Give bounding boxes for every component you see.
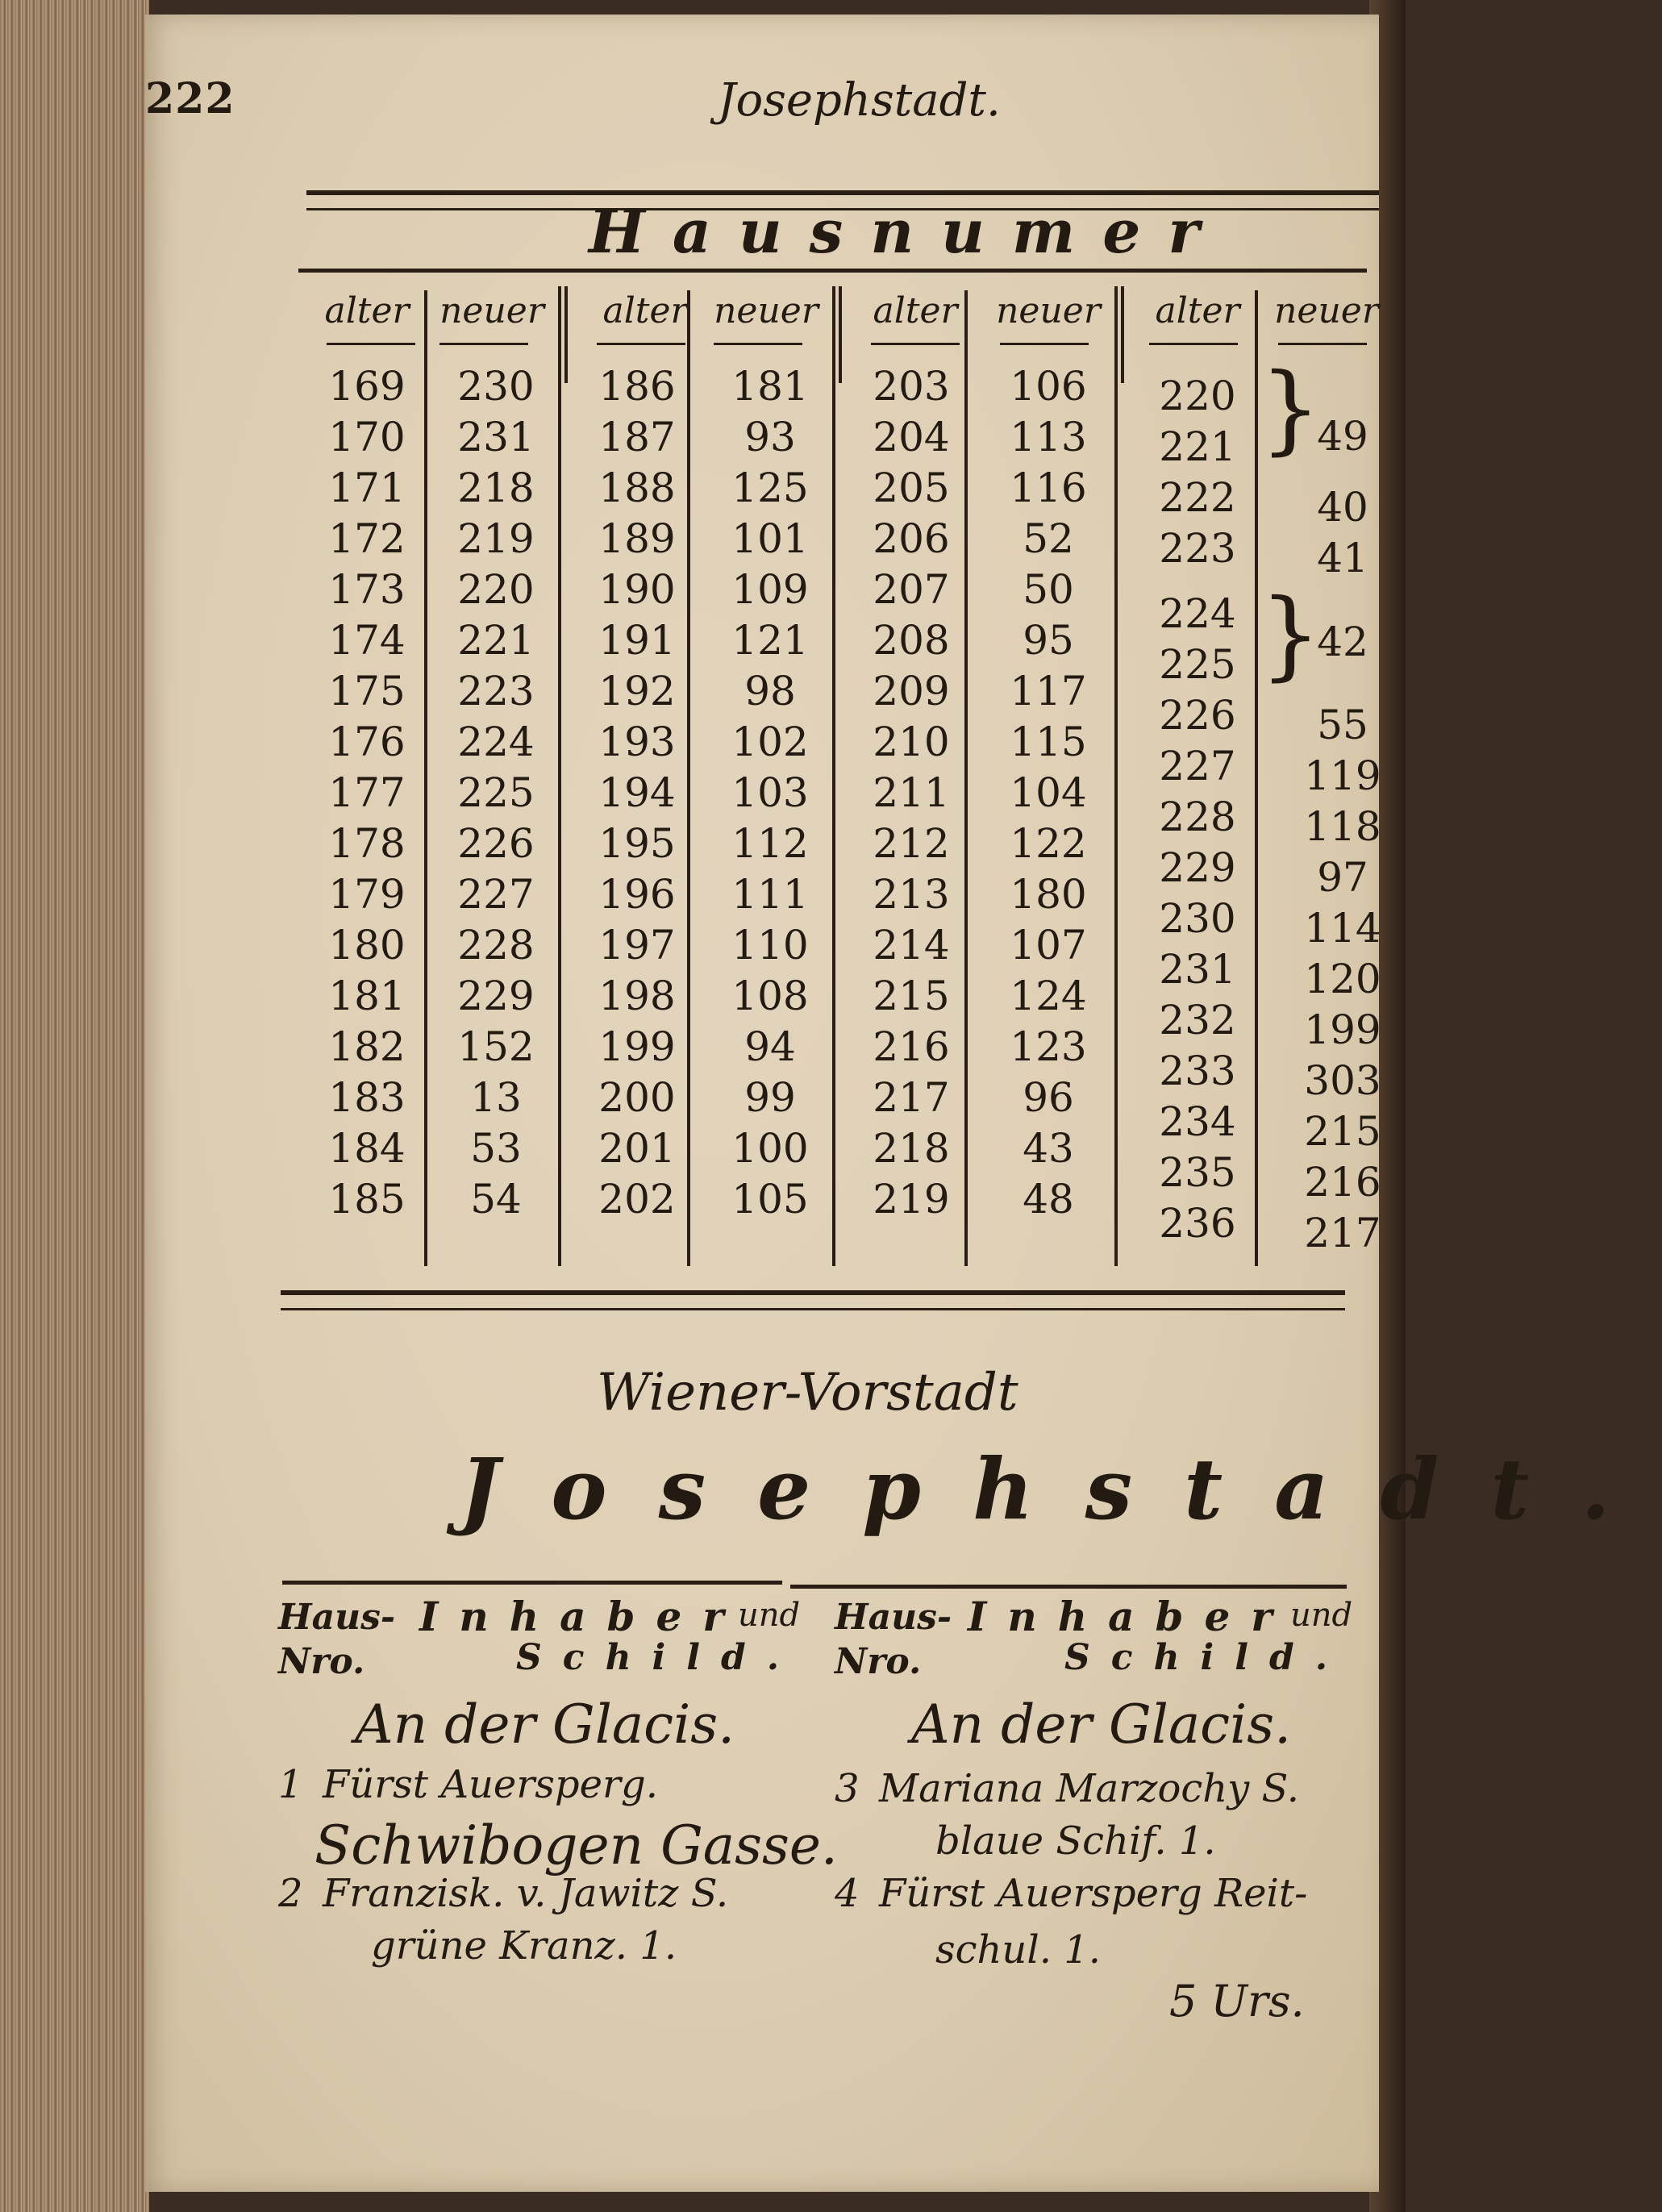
cell-alter: 174 (328, 617, 406, 664)
cell-neuer: 105 (731, 1176, 809, 1223)
cell-neuer: 215 (1304, 1108, 1381, 1155)
cell-neuer: 100 (731, 1125, 809, 1172)
column-divider (832, 286, 835, 1266)
cell-neuer: 122 (1010, 820, 1087, 867)
cell-neuer: 52 (1023, 515, 1074, 562)
cell-alter: 189 (598, 515, 676, 562)
cell-neuer: 224 (457, 719, 535, 765)
cell-alter: 233 (1159, 1048, 1236, 1094)
cell-alter: 213 (873, 871, 950, 918)
entry-number: 2 (278, 1871, 303, 1916)
col-head-schild: Schild. (1064, 1637, 1349, 1678)
cell-alter: 230 (1159, 895, 1236, 942)
cell-alter: 210 (873, 719, 950, 765)
cell-neuer: 104 (1010, 769, 1087, 816)
cell-alter: 232 (1159, 997, 1236, 1044)
cell-alter: 180 (328, 922, 406, 969)
cell-neuer: 112 (731, 820, 809, 867)
cell-neuer: 223 (457, 668, 535, 714)
street-heading: An der Glacis. (355, 1693, 735, 1756)
cell-neuer: 93 (744, 414, 796, 460)
cell-neuer: 217 (1304, 1210, 1381, 1256)
cell-neuer: 107 (1010, 922, 1087, 969)
cell-neuer: 199 (1304, 1006, 1381, 1053)
table-title: Hausnumer (589, 198, 1227, 267)
cell-neuer: 231 (457, 414, 535, 460)
cell-neuer: 53 (470, 1125, 522, 1172)
cell-alter: 193 (598, 719, 676, 765)
cell-neuer: 95 (1023, 617, 1074, 664)
header-underline (871, 343, 960, 345)
cell-alter: 191 (598, 617, 676, 664)
header-underline (1278, 343, 1367, 345)
cell-alter: 202 (598, 1176, 676, 1223)
cell-neuer: 54 (470, 1176, 522, 1223)
table-bottom-rule (281, 1290, 1345, 1310)
section-title: Josephstadt. (460, 1439, 1662, 1539)
cell-neuer: 106 (1010, 363, 1087, 410)
cell-neuer: 114 (1304, 905, 1381, 952)
cell-neuer: 50 (1023, 566, 1074, 613)
cell-alter: 211 (873, 769, 950, 816)
column-divider (564, 286, 568, 383)
cell-alter: 218 (873, 1125, 950, 1172)
cell-neuer: 226 (457, 820, 535, 867)
cell-alter: 224 (1159, 590, 1236, 637)
cell-alter: 177 (328, 769, 406, 816)
cell-alter: 228 (1159, 794, 1236, 840)
cell-neuer: 48 (1023, 1176, 1074, 1223)
running-title: Josephstadt. (718, 74, 1001, 127)
entry-text: Fürst Auersperg. (323, 1762, 658, 1807)
cell-alter: 207 (873, 566, 950, 613)
cell-neuer: 216 (1304, 1159, 1381, 1206)
col-head-inhaber: Inhaber (419, 1593, 745, 1640)
cell-alter: 200 (598, 1074, 676, 1121)
cell-neuer: 124 (1010, 973, 1087, 1019)
cell-alter: 192 (598, 668, 676, 714)
col-head-und: und (738, 1597, 801, 1634)
cell-neuer: 40 (1317, 484, 1368, 531)
table-title-rule (298, 269, 1367, 273)
cell-alter: 182 (328, 1023, 406, 1070)
cell-neuer: 97 (1317, 854, 1368, 901)
cell-neuer: 218 (457, 464, 535, 511)
street-heading: Schwibogen Gasse. (314, 1814, 838, 1877)
entry-number: 1 (278, 1762, 303, 1807)
cell-neuer: 101 (731, 515, 809, 562)
entry-text: Mariana Marzochy S. (879, 1766, 1299, 1811)
entry-continuation: grüne Kranz. 1. (371, 1923, 677, 1968)
cell-neuer: 229 (457, 973, 535, 1019)
cell-alter: 208 (873, 617, 950, 664)
cell-neuer: 220 (457, 566, 535, 613)
brace-icon: } (1260, 353, 1322, 465)
cell-alter: 225 (1159, 641, 1236, 688)
brace-icon: } (1260, 579, 1322, 691)
cell-neuer: 110 (731, 922, 809, 969)
cell-alter: 176 (328, 719, 406, 765)
cell-alter: 178 (328, 820, 406, 867)
col-header-neuer-1: neuer (439, 290, 544, 331)
entry-number: 4 (835, 1871, 860, 1916)
cell-neuer: 41 (1317, 535, 1368, 581)
header-underline (597, 343, 685, 345)
col-header-alter-1: alter (324, 290, 410, 331)
cell-neuer: 221 (457, 617, 535, 664)
column-divider (1121, 286, 1124, 383)
col-header-neuer-3: neuer (996, 290, 1101, 331)
cell-alter: 219 (873, 1176, 950, 1223)
cell-alter: 199 (598, 1023, 676, 1070)
catchword: 5 Urs. (1169, 1976, 1305, 2027)
cell-neuer: 121 (731, 617, 809, 664)
page-number: 222 (145, 74, 235, 123)
cell-neuer: 228 (457, 922, 535, 969)
entry-text: Fürst Auersperg Reit- (879, 1871, 1308, 1916)
entry-continuation: blaue Schif. 1. (935, 1818, 1216, 1864)
cell-neuer: 123 (1010, 1023, 1087, 1070)
street-heading: An der Glacis. (911, 1693, 1292, 1756)
cell-neuer: 125 (731, 464, 809, 511)
col-head-haus: Haus- (278, 1597, 396, 1638)
cell-alter: 184 (328, 1125, 406, 1172)
cell-neuer: 116 (1010, 464, 1087, 511)
cell-alter: 205 (873, 464, 950, 511)
cell-alter: 231 (1159, 946, 1236, 993)
cell-neuer: 227 (457, 871, 535, 918)
entry-text: Franzisk. v. Jawitz S. (323, 1871, 729, 1916)
cell-alter: 196 (598, 871, 676, 918)
cell-neuer: 181 (731, 363, 809, 410)
col-header-neuer-2: neuer (714, 290, 819, 331)
cell-alter: 214 (873, 922, 950, 969)
cell-neuer: 152 (457, 1023, 535, 1070)
cell-neuer: 119 (1304, 752, 1381, 799)
cell-alter: 198 (598, 973, 676, 1019)
cell-alter: 172 (328, 515, 406, 562)
cell-alter: 181 (328, 973, 406, 1019)
cell-alter: 235 (1159, 1149, 1236, 1196)
header-underline (714, 343, 802, 345)
cell-alter: 209 (873, 668, 950, 714)
header-underline (439, 343, 528, 345)
column-divider (1114, 286, 1118, 1266)
col-head-inhaber: Inhaber (968, 1593, 1293, 1640)
col-header-alter-2: alter (602, 290, 688, 331)
cell-neuer: 115 (1010, 719, 1087, 765)
cell-neuer: 230 (457, 363, 535, 410)
cell-alter: 186 (598, 363, 676, 410)
cell-neuer: 55 (1317, 702, 1368, 748)
cell-neuer: 180 (1010, 871, 1087, 918)
cell-alter: 201 (598, 1125, 676, 1172)
cell-alter: 194 (598, 769, 676, 816)
col-header-alter-3: alter (873, 290, 958, 331)
col-head-nro: Nro. (278, 1641, 365, 1682)
cell-neuer: 96 (1023, 1074, 1074, 1121)
cell-neuer: 117 (1010, 668, 1087, 714)
cell-alter: 221 (1159, 423, 1236, 470)
cell-neuer: 98 (744, 668, 796, 714)
cell-alter: 185 (328, 1176, 406, 1223)
cell-alter: 183 (328, 1074, 406, 1121)
page-edges (0, 0, 149, 2212)
cell-alter: 188 (598, 464, 676, 511)
cell-alter: 216 (873, 1023, 950, 1070)
cell-alter: 175 (328, 668, 406, 714)
section-subtitle: Wiener-Vorstadt (597, 1363, 1018, 1423)
cell-neuer: 303 (1304, 1057, 1381, 1104)
header-underline (327, 343, 415, 345)
cell-alter: 203 (873, 363, 950, 410)
cell-neuer: 94 (744, 1023, 796, 1070)
cell-alter: 229 (1159, 844, 1236, 891)
col-head-und: und (1290, 1597, 1353, 1634)
col-head-nro: Nro. (835, 1641, 922, 1682)
cell-alter: 223 (1159, 525, 1236, 572)
cell-alter: 220 (1159, 373, 1236, 419)
entry-number: 3 (835, 1766, 860, 1811)
col-header-alter-4: alter (1155, 290, 1240, 331)
cell-neuer: 108 (731, 973, 809, 1019)
cell-neuer: 109 (731, 566, 809, 613)
cell-alter: 179 (328, 871, 406, 918)
cell-neuer: 13 (470, 1074, 522, 1121)
cell-alter: 226 (1159, 692, 1236, 739)
cell-alter: 169 (328, 363, 406, 410)
column-divider (839, 286, 842, 383)
cell-alter: 236 (1159, 1200, 1236, 1247)
cell-alter: 215 (873, 973, 950, 1019)
cell-neuer: 120 (1304, 956, 1381, 1002)
cell-alter: 190 (598, 566, 676, 613)
col-head-haus: Haus- (835, 1597, 952, 1638)
section-rule-right (790, 1585, 1347, 1589)
cell-neuer: 113 (1010, 414, 1087, 460)
cell-alter: 212 (873, 820, 950, 867)
cell-alter: 227 (1159, 743, 1236, 789)
cell-alter: 234 (1159, 1098, 1236, 1145)
cell-alter: 197 (598, 922, 676, 969)
cell-alter: 217 (873, 1074, 950, 1121)
cell-alter: 204 (873, 414, 950, 460)
cell-neuer: 102 (731, 719, 809, 765)
header-underline (1149, 343, 1238, 345)
cell-neuer: 99 (744, 1074, 796, 1121)
cell-neuer: 225 (457, 769, 535, 816)
cell-alter: 195 (598, 820, 676, 867)
cell-alter: 206 (873, 515, 950, 562)
cell-neuer: 49 (1317, 413, 1368, 460)
cell-alter: 173 (328, 566, 406, 613)
cell-neuer: 118 (1304, 803, 1381, 850)
cell-neuer: 103 (731, 769, 809, 816)
entry-continuation: schul. 1. (935, 1927, 1102, 1972)
cell-alter: 171 (328, 464, 406, 511)
col-header-neuer-4: neuer (1274, 290, 1379, 331)
cell-neuer: 111 (731, 871, 809, 918)
cell-neuer: 43 (1023, 1125, 1074, 1172)
cell-neuer: 219 (457, 515, 535, 562)
cell-alter: 187 (598, 414, 676, 460)
section-rule-left (282, 1581, 782, 1585)
col-head-schild: Schild. (516, 1637, 801, 1678)
column-divider (558, 286, 561, 1266)
header-underline (1000, 343, 1089, 345)
cell-neuer: 42 (1317, 619, 1368, 665)
cell-alter: 222 (1159, 474, 1236, 521)
cell-alter: 170 (328, 414, 406, 460)
